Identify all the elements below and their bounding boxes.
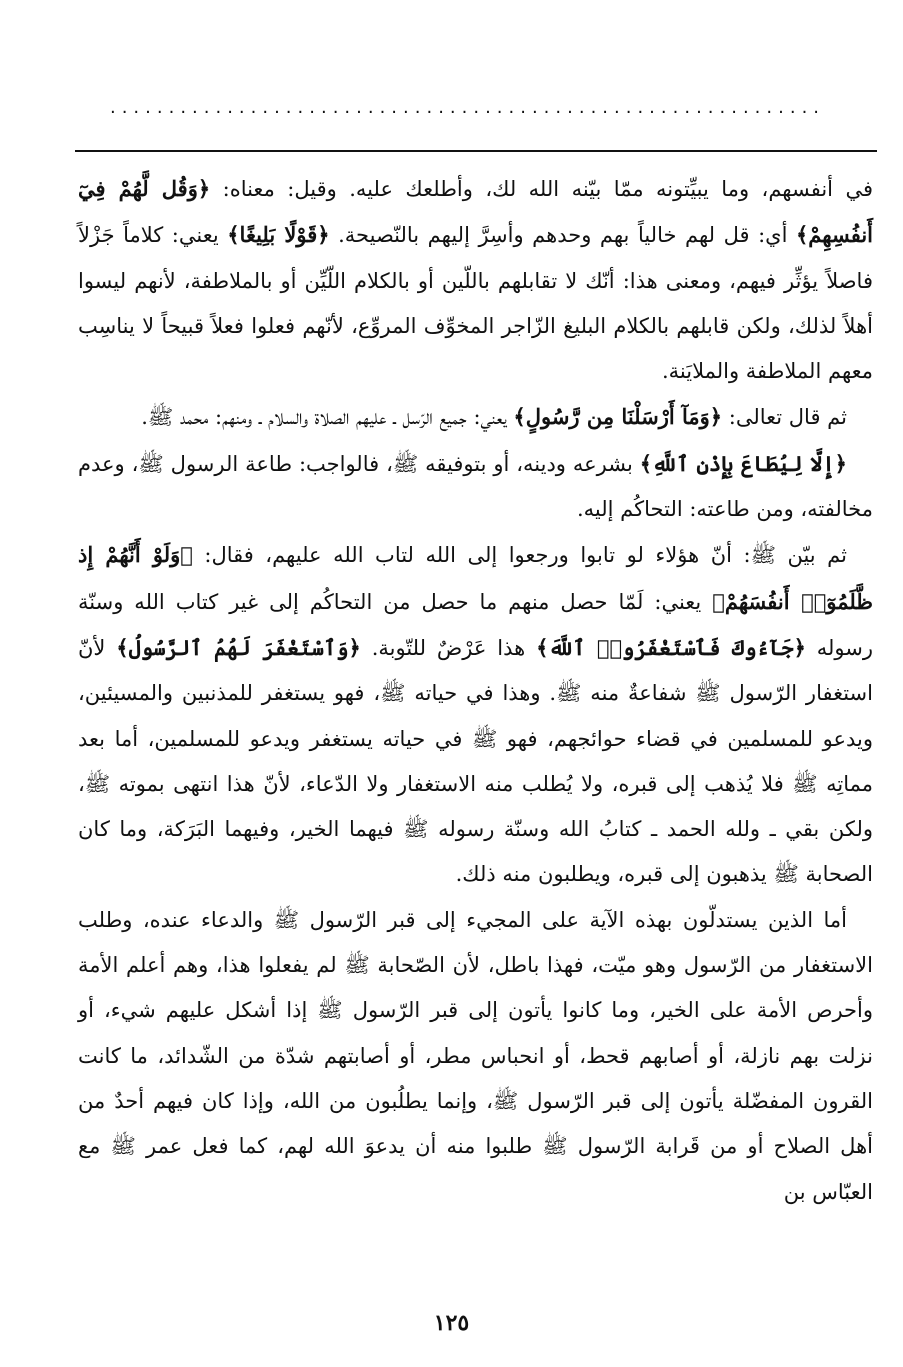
text-segment: يعني: لَمّا حصل منهم ما حصل من التحاكُم إلى غير كتاب الله وسنّة رسوله [78, 589, 874, 660]
header-dotted-line: ............................................................. [109, 97, 826, 118]
paragraph [78, 394, 873, 440]
quran-verse: ﴿إِلَّا لِيُطَاعَ بِإِذْنِ ٱللَّهِ﴾ [639, 450, 847, 476]
quran-verse: ﴿وَلَوْ أَنَّهُمْ إِذ ظَّلَمُوٓا۟ أَنفُسَهُمْ﴾ [78, 542, 873, 614]
text-segment: أي: قل لهم خالياً بهم وحدهم وأسِرَّ إليهم بالنّصيحة. [329, 223, 796, 248]
text-segment: لأنّ استغفار الرّسول ﷺ شفاعةٌ منه ﷺ. وهذا في حياته ﷺ، فهو يستغفر للمذنبين والمسيئين، ويدعو للمسلمين في قضاء حوائجهم، فهو ﷺ في حياته يستغفر ويدعو للمسلمين، أما بعد مماتِه ﷺ فلا يُذهب إلى قبره، ولا يُطلب منه الاستغفار ولا الدّعاء، لأنّ هذا انتهى بموته ﷺ، ولكن بقي ـ ولله الحمد ـ كتابُ الله وسنّة رسوله ﷺ فيهما الخير، وفيهما البَرَكة، وما كان الصحابة ﷺ يذهبون إلى قبره، ويطلبون منه ذلك. [78, 635, 873, 887]
header-rule [75, 150, 877, 152]
text-segment: هذا عَرْضٌ للتّوبة. [360, 635, 537, 660]
paragraph [78, 441, 873, 533]
text-segment: يعني: جميع الرّسل ـ عليهم الصلاة والسلام ـ ومنهم: محمد ﷺ. [141, 405, 514, 430]
text-segment: بشرعه ودينه، أو بتوفيقه ﷺ، فالواجب: طاعة الرسول ﷺ، وعدم مخالفته، ومن طاعته: التحاكُم إليه. [78, 451, 873, 522]
body-text [78, 166, 873, 1215]
text-segment: ثم بيّن ﷺ: أنّ هؤلاء لو تابوا ورجعوا إلى الله لتاب الله عليهم، فقال: [192, 543, 847, 568]
quran-verse: ﴿وَٱسْتَغْفَرَ لَهُمُ ٱلرَّسُولُ﴾ [116, 634, 361, 660]
text-segment: يعني: كلاماً جَزْلاً فاصلاً يؤثِّر فيهم، ومعنى هذا: أنّك لا تقابلهم باللّين أو بالكلام اللّيِّن أو بالملاطفة، لأنهم ليسوا أهلاً لذلك، ولكن قابلهم بالكلام البليغ الزّاجر المخوِّف المروِّع، لأنّهم فعلوا فعلاً قبيحاً لا يناسِب معهم الملاطفة والملايَنة. [78, 223, 873, 384]
page-number: ١٢٥ [433, 1310, 470, 1336]
quran-verse: ﴿وَمَآ أَرْسَلْنَا مِن رَّسُولٍ﴾ [513, 404, 723, 430]
paragraph [78, 898, 873, 1215]
quran-verse: ﴿وَقُل لَّهُمْ فِيٓ أَنفُسِهِمْ﴾ [78, 176, 873, 248]
paragraph [78, 532, 873, 897]
text-segment: ثم قال تعالى: [722, 405, 847, 430]
paragraph [78, 166, 873, 394]
quran-verse: ﴿قَوْلًا بَلِيغًا﴾ [227, 222, 330, 248]
text-segment: في أنفسهم، وما يبيِّتونه ممّا بيّنه الله لك، وأطلعك عليه. وقيل: معناه: [210, 177, 873, 201]
quran-verse: ﴿جَآءُوكَ فَٱسْتَغْفَرُوا۟ ٱللَّهَ﴾ [536, 634, 806, 660]
text-segment: أما الذين يستدلّون بهذه الآية على المجيء إلى قبر الرّسول ﷺ والدعاء عنده، وطلب الاستغفار من الرّسول وهو ميّت، فهذا باطل، لأن الصّحابة ﷺ لم يفعلوا هذا، وهم أعلم الأمة وأحرص الأمة على الخير، وما كانوا يأتون إلى قبر الرّسول ﷺ إذا أشكل عليهم شيء، أو نزلت بهم نازلة، أو أصابهم قحط، أو انحباس مطر، أو أصابتهم شدّة من الشّدائد، ما كانت القرون المفضّلة يأتون إلى قبر الرّسول ﷺ، وإنما يطلُبون من الله، وإذا كان فيهم أحدٌ من أهل الصلاح أو من قَرابة الرّسول ﷺ طلبوا منه أن يدعوَ الله لهم، كما فعل عمر ﷺ مع العبّاس بن [78, 907, 873, 1204]
